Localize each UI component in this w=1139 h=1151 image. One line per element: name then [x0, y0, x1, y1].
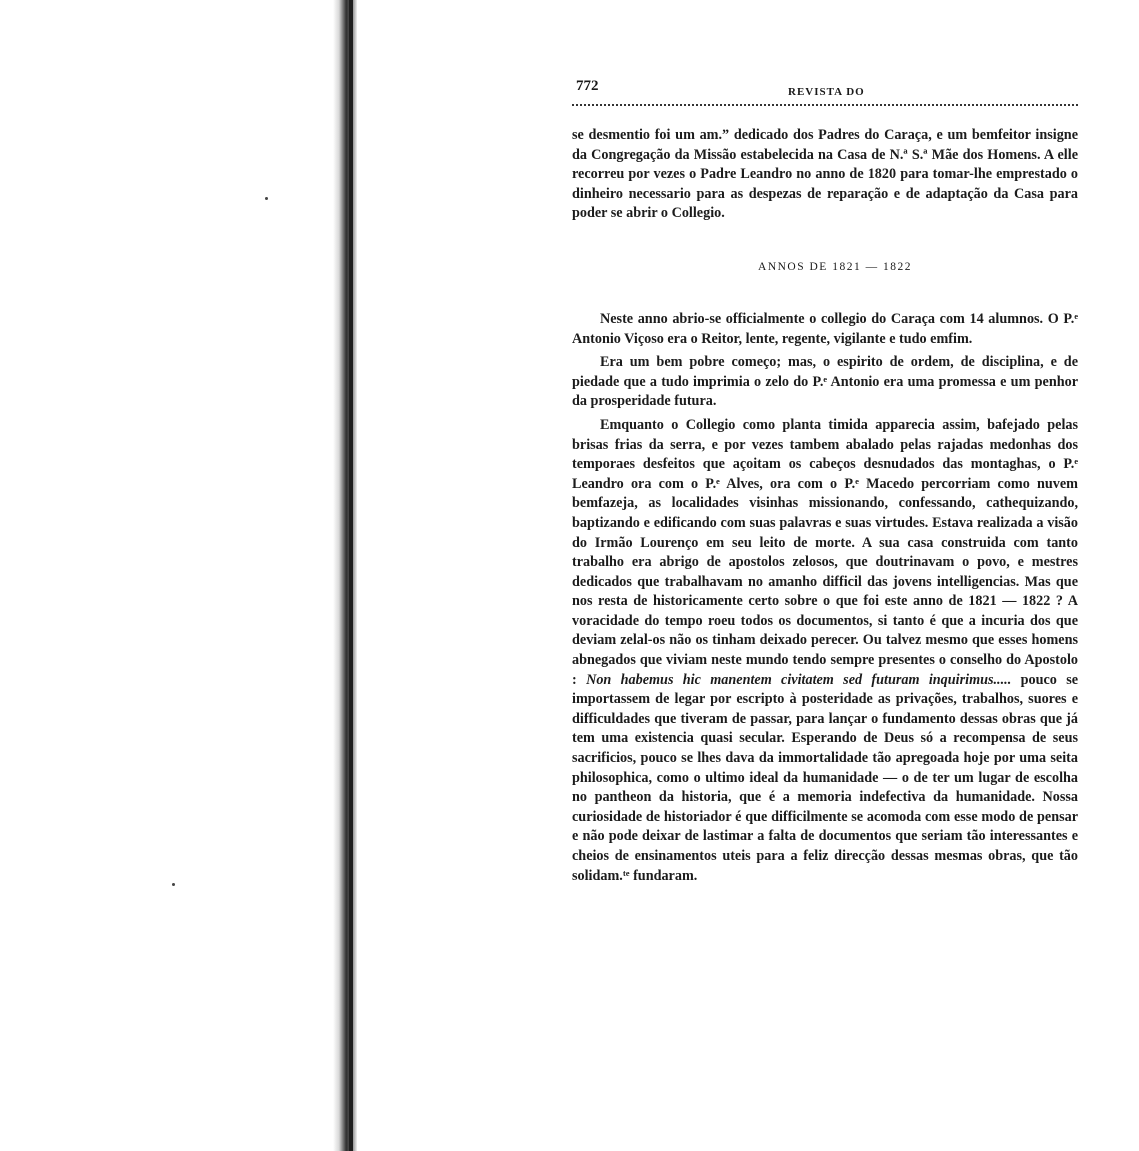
book-page	[572, 70, 1078, 886]
running-head: REVISTA DO	[788, 86, 865, 98]
page-number: 772	[576, 78, 599, 94]
paragraph-main	[572, 416, 1078, 886]
scan-speck	[265, 197, 268, 200]
paragraph-continuation: se desmentio foi um am.” dedicado dos Padres do Caraça, e um bemfeitor insigne da Congregação da Missão estabelecida na Casa de N.ª S.ª Mãe dos Homens. A elle recorreu por vezes o Padre Leandro no anno de 1820 para tomar-lhe emprestado o dinheiro necessario para as despezas de reparação e de adaptação da Casa para poder se abrir o Collegio.	[572, 127, 1078, 222]
paragraph-opening: Neste anno abrio-se officialmente o collegio do Caraça com 14 alumnos. O P.ᵉ Antonio Viçoso era o Reitor, lente, regente, vigilante e tudo emfim.	[572, 310, 1078, 347]
paragraph-main-part-b: pouco se importassem de legar por escripto à posteridade as privações, trabalhos, suores e difficuldades que tiveram de passar, para lançar o fundamento dessas obras que já tem uma existencia quasi secular. Esperando de Deus só a recompensa de seus sacrificios, pouco se lhes dava da immortalidade tão apregoada hoje por uma seita philosophica, como o ultimo ideal da humanidade — o de ter um lugar de escolha no pantheon da historia, que é a memoria indefectiva da humanidade. Nossa curiosidade de historiador é que difficilmente se acomoda com esse modo de pensar e não pode deixar de lastimar a falta de documentos que seriam tão interessantes e cheios de ensinamentos uteis para a feliz direcção dessas mesmas obras, que tão solidam.ᵗᵉ fundaram.	[572, 671, 1079, 884]
latin-quotation: Non habemus hic manentem civitatem sed futuram inquirimus.....	[586, 671, 1012, 688]
book-gutter-shadow	[333, 0, 357, 1151]
paragraph-main-part-a: Emquanto o Collegio como planta timida apparecia assim, bafejado pelas brisas frias da serra, e por vezes tambem abalado pelas rajadas medonhas dos temporaes desfeitos que açoitam os cabeços desnudados das montaghas, o P.ᵉ Leandro ora com o P.ᵉ Alves, ora com o P.ᵉ Macedo percorriam como nuvem bemfazeja, as localidades visinhas missionando, confessando, cathequizando, baptizando e edificando com suas palavras e suas virtudes. Estava realizada a visão do Irmão Lourenço em seu leito de morte. A sua casa construida com tanto trabalho era abrigo de apostolos zelosos, que doutrinavam o povo, e mestres dedicados que trabalhavam no amanho difficil das jovens intelligencias. Mas que nos resta de historicamente certo sobre o que foi este anno de 1821 — 1822 ? A voracidade do tempo roeu todos os documentos, si tanto é que a incuria dos que deviam zelal-os não os tinham deixado perecer. Ou talvez mesmo que esses homens abnegados que viviam neste mundo tendo sempre presentes o conselho do Apostolo :	[572, 416, 1078, 688]
book-binding-line	[349, 0, 353, 1151]
page-header	[572, 70, 1078, 106]
scan-speck	[172, 883, 175, 886]
section-heading: ANNOS DE 1821 — 1822	[758, 260, 912, 273]
paragraph-beginning: Era um bem pobre começo; mas, o espirito de ordem, de disciplina, e de piedade que a tudo imprimia o zelo do P.ᵉ Antonio era uma promessa e um penhor da prosperidade futura.	[572, 354, 1078, 410]
